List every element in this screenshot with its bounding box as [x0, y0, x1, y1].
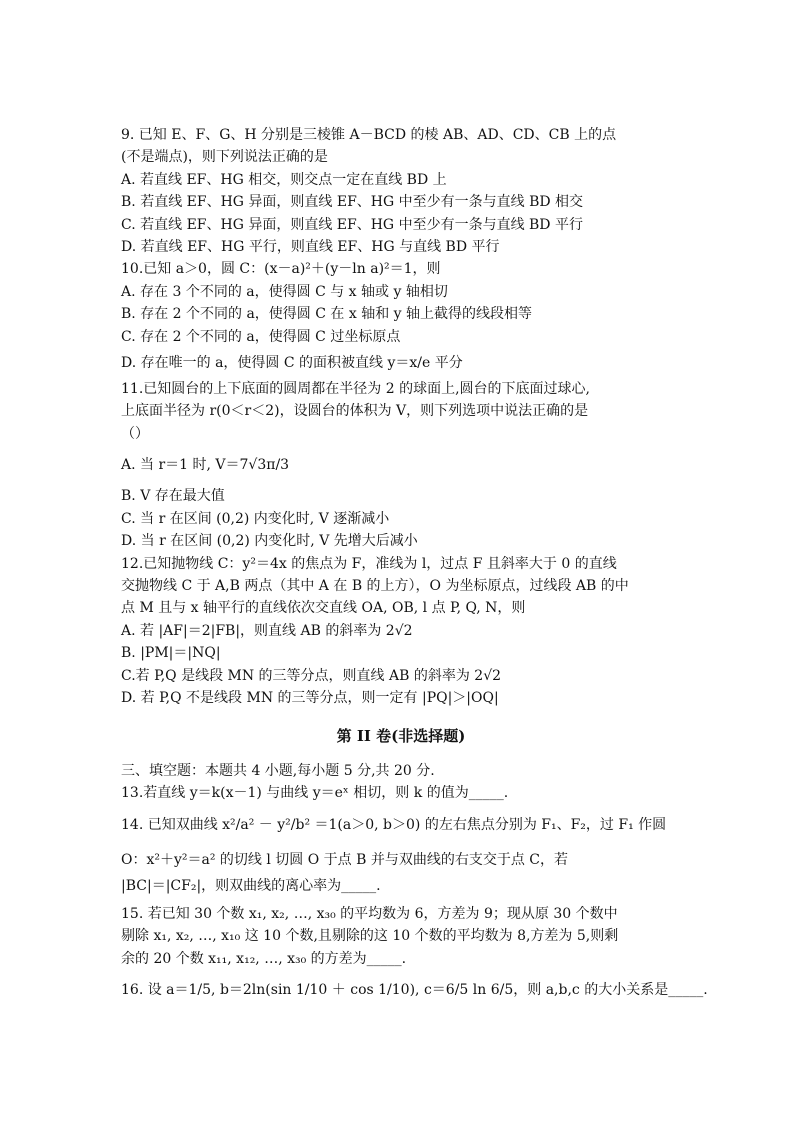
- q12-option-b: B. |PM|＝|NQ|: [121, 645, 221, 662]
- part3-heading: 三、填空题：本题共 4 小题,每小题 5 分,共 20 分.: [121, 762, 435, 779]
- part-3-fill-in: [121, 760, 708, 1010]
- q14-line-2: O：x²＋y²＝a² 的切线 l 切圆 O 于点 B 并与双曲线的右支交于点 C，若: [121, 851, 569, 868]
- q12-option-d: D. 若 P,Q 不是线段 MN 的三等分点，则一定有 |PQ|＞|OQ|: [121, 689, 499, 706]
- question-9: [121, 124, 681, 258]
- section-title: 第 II 卷(非选择题): [336, 727, 466, 746]
- q9-option-d: D. 若直线 EF、HG 平行，则直线 EF、HG 与直线 BD 平行: [121, 239, 500, 256]
- question-12: [121, 553, 681, 710]
- q15-line-2: 剔除 x₁, x₂, …, x₁₀ 这 10 个数,且剔除的这 10 个数的平均数为 8,方差为 5,则剩: [121, 928, 619, 945]
- exam-content: [121, 124, 708, 1010]
- q9-option-c: C. 若直线 EF、HG 异面，则直线 EF、HG 中至少有一条与直线 BD 平行: [121, 216, 583, 233]
- q9-option-a: A. 若直线 EF、HG 相交，则交点一定在直线 BD 上: [121, 171, 447, 188]
- q15-line-1: 15. 若已知 30 个数 x₁, x₂, …, x₃₀ 的平均数为 6，方差为 9；现从原 30 个数中: [121, 905, 618, 922]
- q10-option-d: D. 存在唯一的 a，使得圆 C 的面积被直线 y＝x/e 平分: [121, 355, 463, 372]
- question-11: [121, 378, 681, 552]
- q12-stem-line-3: 点 M 且与 x 轴平行的直线依次交直线 OA, OB, l 点 P, Q, N，则: [121, 600, 526, 617]
- q14-line-3: |BC|＝|CF₂|，则双曲线的离心率为_____.: [121, 877, 381, 894]
- q10-option-c: C. 存在 2 个不同的 a，使得圆 C 过坐标原点: [121, 328, 401, 345]
- q11-stem-line-2: 上底面半径为 r(0＜r＜2)，设圆台的体积为 V，则下列选项中说法正确的是: [121, 403, 589, 420]
- q10-option-b: B. 存在 2 个不同的 a，使得圆 C 在 x 轴和 y 轴上截得的线段相等: [121, 306, 533, 323]
- question-16: 16. 设 a＝1/5, b＝2ln(sin 1/10 ＋ cos 1/10), c＝6/5 ln 6/5，则 a,b,c 的大小关系是_____.: [121, 982, 708, 999]
- q11-option-a: A. 当 r＝1 时, V＝7√3π/3: [121, 457, 290, 474]
- q12-option-c: C.若 P,Q 是线段 MN 的三等分点，则直线 AB 的斜率为 2√2: [121, 667, 502, 684]
- q9-stem-line-2: (不是端点)，则下列说法正确的是: [121, 149, 328, 166]
- q12-option-a: A. 若 |AF|＝2|FB|，则直线 AB 的斜率为 2√2: [121, 622, 413, 639]
- q11-stem-line-1: 11.已知圆台的上下底面的圆周都在半径为 2 的球面上,圆台的下底面过球心,: [121, 381, 590, 398]
- q10-option-a: A. 存在 3 个不同的 a，使得圆 C 与 x 轴或 y 轴相切: [121, 283, 448, 300]
- q11-option-c: C. 当 r 在区间 (0,2) 内变化时, V 逐渐减小: [121, 510, 390, 527]
- q12-stem-line-2: 交抛物线 C 于 A,B 两点（其中 A 在 B 的上方），O 为坐标原点，过线段 AB 的中: [121, 577, 629, 594]
- q11-option-d: D. 当 r 在区间 (0,2) 内变化时, V 先增大后减小: [121, 533, 418, 550]
- q14-line-1: 14. 已知双曲线 x²/a² － y²/b² ＝1(a＞0, b＞0) 的左右焦点分别为 F₁、F₂，过 F₁ 作圆: [121, 816, 667, 833]
- q15-line-3: 余的 20 个数 x₁₁, x₁₂, …, x₃₀ 的方差为_____.: [121, 950, 407, 967]
- q11-stem-line-3: （）: [121, 425, 149, 442]
- q11-option-b: B. V 存在最大值: [121, 488, 225, 505]
- q9-option-b: B. 若直线 EF、HG 异面，则直线 EF、HG 中至少有一条与直线 BD 相交: [121, 194, 584, 211]
- question-13: 13.若直线 y＝k(x－1) 与曲线 y＝eˣ 相切，则 k 的值为_____.: [121, 785, 509, 802]
- q12-stem-line-1: 12.已知抛物线 C：y²＝4x 的焦点为 F，准线为 l，过点 F 且斜率大于 0 的直线: [121, 555, 617, 572]
- q9-stem-line-1: 9. 已知 E、F、G、H 分别是三棱锥 A－BCD 的棱 AB、AD、CD、CB 上的点: [121, 127, 617, 143]
- q10-stem: 10.已知 a＞0，圆 C：(x－a)²＋(y－ln a)²＝1，则: [121, 261, 441, 278]
- question-10: [121, 258, 681, 378]
